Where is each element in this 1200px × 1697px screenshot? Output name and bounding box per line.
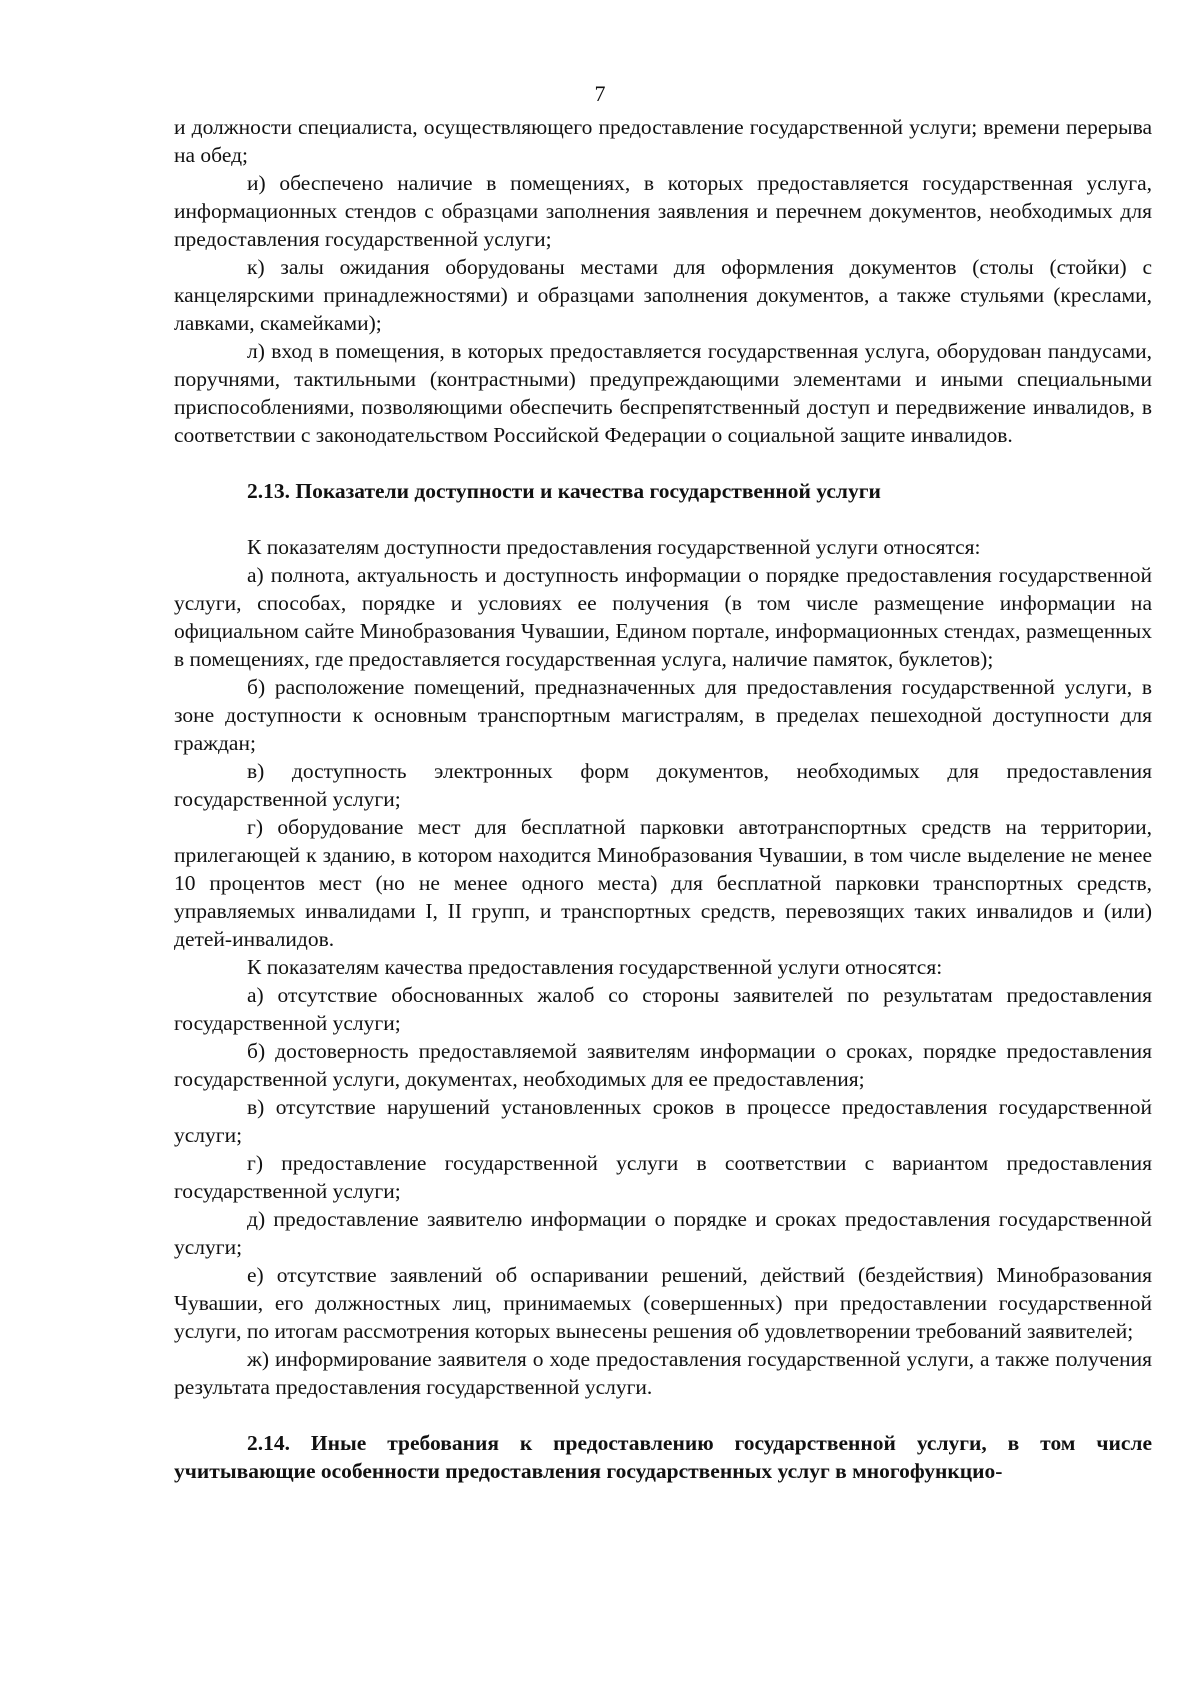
paragraph-quality-v: в) отсутствие нарушений установленных сроков в процессе предоставления государственной услуги; xyxy=(174,1095,1152,1147)
paragraph-quality-zh: ж) информирование заявителя о ходе предоставления государственной услуги, а также получения результата предоставления государственной услуги. xyxy=(174,1347,1152,1399)
paragraph-item-l: л) вход в помещения, в которых предоставляется государственная услуга, оборудован пандусами, поручнями, тактильными (контрастными) предупреждающими элементами и иными специальными приспособлениями, позволяющими обеспечить беспрепятственный доступ и передвижение инвалидов, в соответствии с законодательством Российской Федерации о социальной защите инвалидов. xyxy=(174,339,1152,447)
paragraph-quality-a: а) отсутствие обоснованных жалоб со стороны заявителей по результатам предоставления государственной услуги; xyxy=(174,983,1152,1035)
section-heading-2-13: 2.13. Показатели доступности и качества государственной услуги xyxy=(247,479,881,503)
paragraph-item-i: и) обеспечено наличие в помещениях, в которых предоставляется государственная услуга, информационных стендов с образцами заполнения заявления и перечнем документов, необходимых для предоставления государственной услуги; xyxy=(174,171,1152,251)
section-heading-2-14: 2.14. Иные требования к предоставлению государственной услуги, в том числе учитывающие особенности предоставления государственных услуг в многофункцио- xyxy=(174,1431,1152,1483)
paragraph-item-k: к) залы ожидания оборудованы местами для оформления документов (столы (стойки) с канцелярскими принадлежностями) и образцами заполнения документов, а также стульями (креслами, лавками, скамейками); xyxy=(174,255,1152,335)
paragraph-continuation: и должности специалиста, осуществляющего предоставление государственной услуги; времени перерыва на обед; xyxy=(174,115,1152,167)
paragraph-accessibility-intro: К показателям доступности предоставления государственной услуги относятся: xyxy=(247,535,981,559)
paragraph-quality-intro: К показателям качества предоставления государственной услуги относятся: xyxy=(247,955,943,979)
paragraph-accessibility-v: в) доступность электронных форм документов, необходимых для предоставления государственной услуги; xyxy=(174,759,1152,811)
paragraph-quality-d: д) предоставление заявителю информации о порядке и сроках предоставления государственной услуги; xyxy=(174,1207,1152,1259)
paragraph-quality-g: г) предоставление государственной услуги в соответствии с вариантом предоставления государственной услуги; xyxy=(174,1151,1152,1203)
paragraph-accessibility-b: б) расположение помещений, предназначенных для предоставления государственной услуги, в зоне доступности к основным транспортным магистралям, в пределах пешеходной доступности для граждан; xyxy=(174,675,1152,755)
paragraph-quality-b: б) достоверность предоставляемой заявителям информации о сроках, порядке предоставления государственной услуги, документах, необходимых для ее предоставления; xyxy=(174,1039,1152,1091)
paragraph-accessibility-g: г) оборудование мест для бесплатной парковки автотранспортных средств на территории, прилегающей к зданию, в котором находится Минобразования Чувашии, в том числе выделение не менее 10 процентов мест (но не менее одного места) для бесплатной парковки транспортных средств, управляемых инвалидами I, II групп, и транспортных средств, перевозящих таких инвалидов и (или) детей-инвалидов. xyxy=(174,815,1152,951)
paragraph-accessibility-a: а) полнота, актуальность и доступность информации о порядке предоставления государственной услуги, способах, порядке и условиях ее получения (в том числе размещение информации на официальном сайте Минобразования Чувашии, Едином портале, информационных стендах, размещенных в помещениях, где предоставляется государственная услуга, наличие памяток, буклетов); xyxy=(174,563,1152,671)
paragraph-quality-e: е) отсутствие заявлений об оспаривании решений, действий (бездействия) Минобразования Чувашии, его должностных лиц, принимаемых (совершенных) при предоставлении государственной услуги, по итогам рассмотрения которых вынесены решения об удовлетворении требований заявителей; xyxy=(174,1263,1152,1343)
document-body xyxy=(174,113,1152,1485)
page-number: 7 xyxy=(594,81,606,106)
